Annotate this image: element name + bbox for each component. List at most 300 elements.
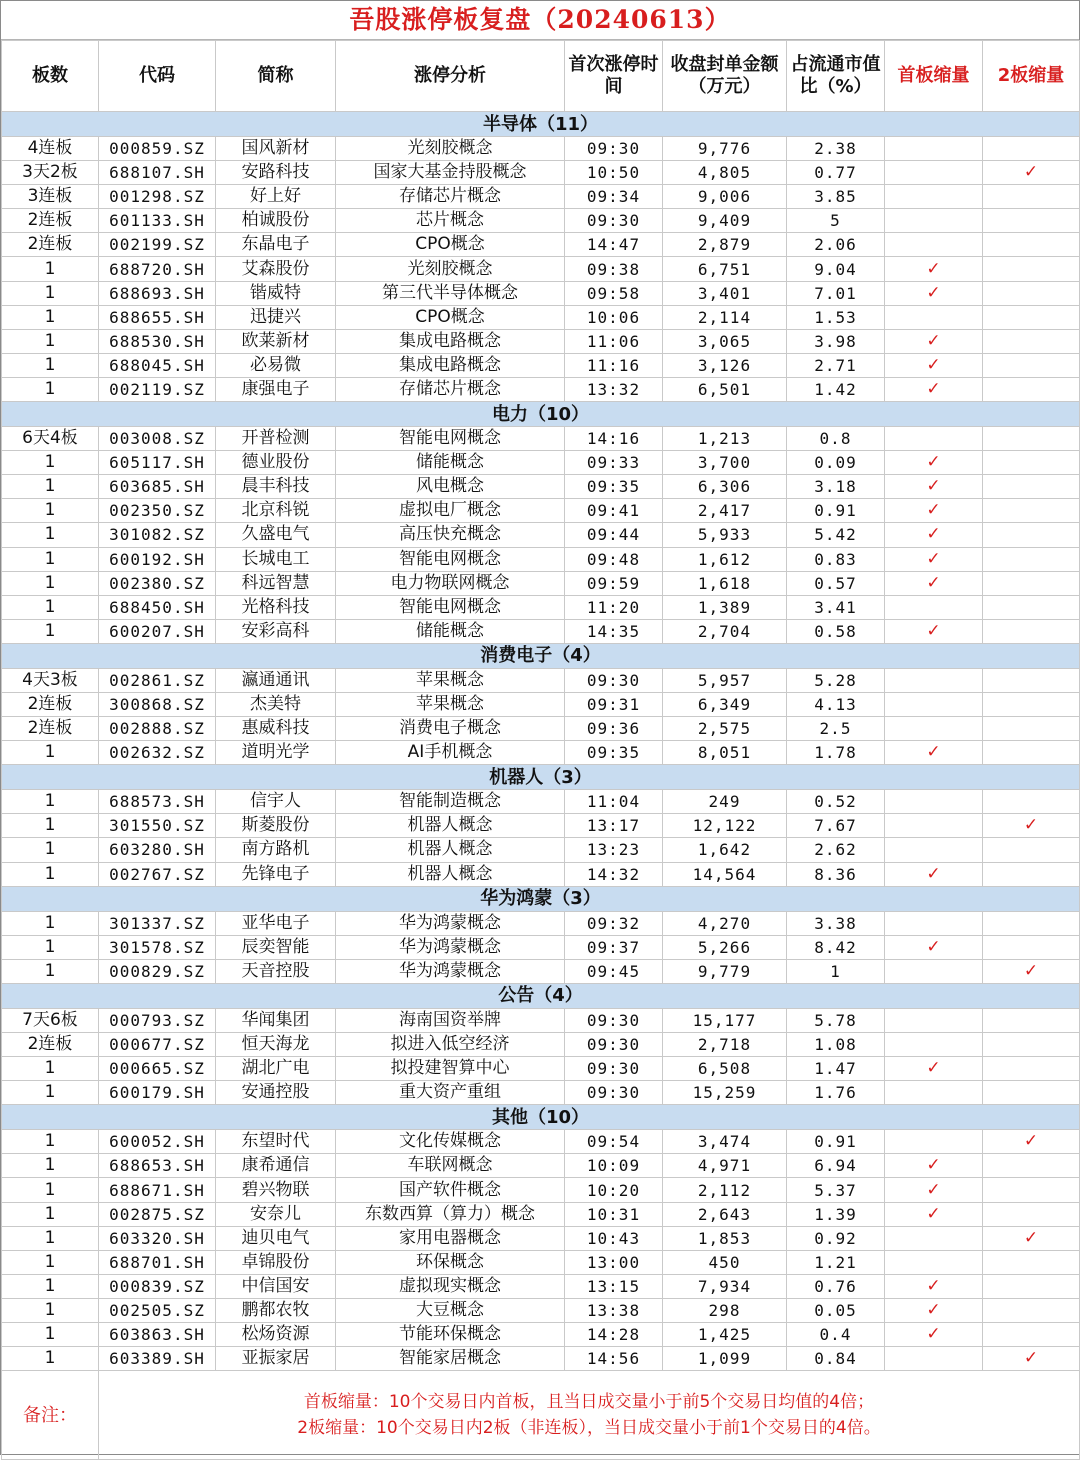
cell-analysis: 车联网概念: [336, 1154, 565, 1178]
cell-board-count: 1: [2, 523, 99, 547]
cell-short-name: 安通控股: [216, 1081, 336, 1105]
cell-first-board-shrink: ✓: [885, 499, 983, 523]
cell-code: 000793.SZ: [99, 1008, 216, 1032]
cell-analysis: 智能电网概念: [336, 547, 565, 571]
cell-float-ratio: 3.85: [787, 185, 885, 209]
cell-first-limit-time: 09:44: [565, 523, 663, 547]
cell-first-board-shrink: ✓: [885, 935, 983, 959]
cell-analysis: 海南国资举牌: [336, 1008, 565, 1032]
cell-float-ratio: 1: [787, 959, 885, 983]
cell-analysis: 第三代半导体概念: [336, 281, 565, 305]
cell-code: 002888.SZ: [99, 717, 216, 741]
sector-header-row: [2, 886, 1080, 911]
sector-name: 半导体（11）: [2, 112, 1080, 137]
cell-first-board-shrink: ✓: [885, 377, 983, 401]
header-short-name: 简称: [216, 41, 336, 112]
cell-code: 002350.SZ: [99, 499, 216, 523]
cell-first-board-shrink: [885, 137, 983, 161]
cell-first-board-shrink: [885, 668, 983, 692]
cell-board-count: 2连板: [2, 692, 99, 716]
cell-code: 000665.SZ: [99, 1057, 216, 1081]
cell-first-board-shrink: ✓: [885, 1057, 983, 1081]
cell-first-board-shrink: ✓: [885, 281, 983, 305]
cell-board-count: 7天6板: [2, 1008, 99, 1032]
cell-float-ratio: 8.42: [787, 935, 885, 959]
cell-first-limit-time: 13:38: [565, 1298, 663, 1322]
table-row: [2, 1033, 1080, 1057]
cell-code: 601133.SH: [99, 209, 216, 233]
cell-first-board-shrink: ✓: [885, 1178, 983, 1202]
cell-seal-amount: 1,642: [663, 838, 787, 862]
cell-code: 002632.SZ: [99, 741, 216, 765]
cell-float-ratio: 2.71: [787, 353, 885, 377]
cell-seal-amount: 4,270: [663, 911, 787, 935]
cell-seal-amount: 2,718: [663, 1033, 787, 1057]
cell-seal-amount: 2,114: [663, 305, 787, 329]
cell-analysis: 集成电路概念: [336, 353, 565, 377]
cell-seal-amount: 298: [663, 1298, 787, 1322]
cell-first-board-shrink: ✓: [885, 523, 983, 547]
cell-float-ratio: 5: [787, 209, 885, 233]
cell-code: 000677.SZ: [99, 1033, 216, 1057]
cell-analysis: 电力物联网概念: [336, 571, 565, 595]
cell-board-count: 2连板: [2, 209, 99, 233]
cell-code: 603389.SH: [99, 1347, 216, 1371]
cell-board-count: 2连板: [2, 233, 99, 257]
table-row: [2, 1178, 1080, 1202]
cell-code: 301082.SZ: [99, 523, 216, 547]
cell-analysis: 环保概念: [336, 1250, 565, 1274]
cell-first-limit-time: 13:00: [565, 1250, 663, 1274]
cell-short-name: 先锋电子: [216, 862, 336, 886]
cell-seal-amount: 7,934: [663, 1274, 787, 1298]
cell-seal-amount: 9,779: [663, 959, 787, 983]
cell-short-name: 光格科技: [216, 595, 336, 619]
cell-first-limit-time: 14:16: [565, 427, 663, 451]
table-row: [2, 692, 1080, 716]
cell-first-limit-time: 09:30: [565, 1033, 663, 1057]
cell-board-count: 1: [2, 1347, 99, 1371]
cell-float-ratio: 9.04: [787, 257, 885, 281]
cell-float-ratio: 0.05: [787, 1298, 885, 1322]
cell-first-board-shrink: ✓: [885, 1274, 983, 1298]
cell-short-name: 惠威科技: [216, 717, 336, 741]
cell-first-board-shrink: [885, 1008, 983, 1032]
cell-first-board-shrink: ✓: [885, 1323, 983, 1347]
cell-first-limit-time: 13:32: [565, 377, 663, 401]
cell-short-name: 开普检测: [216, 427, 336, 451]
cell-analysis: 高压快充概念: [336, 523, 565, 547]
cell-short-name: 安路科技: [216, 161, 336, 185]
table-row: [2, 257, 1080, 281]
cell-seal-amount: 4,971: [663, 1154, 787, 1178]
cell-code: 301337.SZ: [99, 911, 216, 935]
cell-second-board-shrink: [983, 1178, 1080, 1202]
cell-analysis: 虚拟现实概念: [336, 1274, 565, 1298]
table-row: [2, 475, 1080, 499]
cell-float-ratio: 1.47: [787, 1057, 885, 1081]
cell-second-board-shrink: [983, 717, 1080, 741]
cell-analysis: 国家大基金持股概念: [336, 161, 565, 185]
cell-second-board-shrink: ✓: [983, 1130, 1080, 1154]
cell-first-board-shrink: [885, 838, 983, 862]
cell-seal-amount: 6,349: [663, 692, 787, 716]
cell-seal-amount: 1,853: [663, 1226, 787, 1250]
cell-code: 688720.SH: [99, 257, 216, 281]
cell-board-count: 1: [2, 329, 99, 353]
cell-analysis: 智能制造概念: [336, 790, 565, 814]
cell-first-board-shrink: [885, 790, 983, 814]
table-row: [2, 1202, 1080, 1226]
cell-float-ratio: 0.4: [787, 1323, 885, 1347]
cell-short-name: 亚华电子: [216, 911, 336, 935]
table-row: [2, 451, 1080, 475]
table-row: [2, 911, 1080, 935]
cell-board-count: 1: [2, 1154, 99, 1178]
cell-code: 600192.SH: [99, 547, 216, 571]
cell-first-board-shrink: ✓: [885, 571, 983, 595]
cell-code: 603685.SH: [99, 475, 216, 499]
cell-seal-amount: 6,508: [663, 1057, 787, 1081]
cell-second-board-shrink: [983, 499, 1080, 523]
cell-code: 002199.SZ: [99, 233, 216, 257]
cell-analysis: 光刻胶概念: [336, 137, 565, 161]
cell-float-ratio: 0.09: [787, 451, 885, 475]
cell-short-name: 迪贝电气: [216, 1226, 336, 1250]
cell-float-ratio: 6.94: [787, 1154, 885, 1178]
table-row: [2, 185, 1080, 209]
cell-seal-amount: 15,177: [663, 1008, 787, 1032]
cell-board-count: 1: [2, 862, 99, 886]
cell-short-name: 卓锦股份: [216, 1250, 336, 1274]
cell-first-limit-time: 14:35: [565, 619, 663, 643]
cell-second-board-shrink: [983, 935, 1080, 959]
remark-row: [2, 1371, 1080, 1460]
limit-up-table: [1, 40, 1080, 1460]
table-row: [2, 281, 1080, 305]
cell-short-name: 安奈儿: [216, 1202, 336, 1226]
cell-board-count: 1: [2, 790, 99, 814]
cell-short-name: 碧兴物联: [216, 1178, 336, 1202]
cell-first-board-shrink: ✓: [885, 451, 983, 475]
cell-second-board-shrink: [983, 692, 1080, 716]
cell-board-count: 1: [2, 305, 99, 329]
cell-first-board-shrink: [885, 209, 983, 233]
cell-float-ratio: 5.28: [787, 668, 885, 692]
cell-first-board-shrink: [885, 717, 983, 741]
cell-first-limit-time: 14:47: [565, 233, 663, 257]
cell-analysis: 存储芯片概念: [336, 377, 565, 401]
header-row: [2, 41, 1080, 112]
cell-analysis: 大豆概念: [336, 1298, 565, 1322]
cell-code: 603280.SH: [99, 838, 216, 862]
cell-float-ratio: 5.37: [787, 1178, 885, 1202]
cell-first-board-shrink: [885, 1250, 983, 1274]
cell-seal-amount: 6,751: [663, 257, 787, 281]
cell-seal-amount: 2,575: [663, 717, 787, 741]
remark-label: 备注：: [2, 1371, 99, 1460]
cell-second-board-shrink: ✓: [983, 1347, 1080, 1371]
cell-float-ratio: 2.38: [787, 137, 885, 161]
sector-name: 消费电子（4）: [2, 643, 1080, 668]
cell-analysis: 节能环保概念: [336, 1323, 565, 1347]
cell-short-name: 南方路机: [216, 838, 336, 862]
cell-second-board-shrink: [983, 329, 1080, 353]
cell-seal-amount: 1,099: [663, 1347, 787, 1371]
cell-second-board-shrink: [983, 137, 1080, 161]
cell-board-count: 1: [2, 451, 99, 475]
cell-float-ratio: 0.58: [787, 619, 885, 643]
table-row: [2, 595, 1080, 619]
cell-seal-amount: 3,065: [663, 329, 787, 353]
cell-second-board-shrink: [983, 741, 1080, 765]
cell-board-count: 1: [2, 475, 99, 499]
remark-line-2: 2板缩量：10个交易日内2板（非连板），当日成交量小于前1个交易日的4倍。: [297, 1418, 881, 1439]
cell-second-board-shrink: ✓: [983, 1226, 1080, 1250]
cell-code: 688573.SH: [99, 790, 216, 814]
cell-seal-amount: 3,700: [663, 451, 787, 475]
cell-first-limit-time: 09:30: [565, 668, 663, 692]
header-first-board-shrink: 首板缩量: [885, 41, 983, 112]
cell-board-count: 1: [2, 959, 99, 983]
header-second-board-shrink: 2板缩量: [983, 41, 1080, 112]
cell-code: 603863.SH: [99, 1323, 216, 1347]
cell-board-count: 1: [2, 1178, 99, 1202]
sector-header-row: [2, 1105, 1080, 1130]
table-row: [2, 741, 1080, 765]
cell-board-count: 1: [2, 838, 99, 862]
cell-short-name: 久盛电气: [216, 523, 336, 547]
cell-second-board-shrink: [983, 1323, 1080, 1347]
cell-float-ratio: 1.76: [787, 1081, 885, 1105]
cell-float-ratio: 3.98: [787, 329, 885, 353]
cell-code: 002767.SZ: [99, 862, 216, 886]
cell-second-board-shrink: [983, 1250, 1080, 1274]
cell-analysis: 拟进入低空经济: [336, 1033, 565, 1057]
cell-code: 688693.SH: [99, 281, 216, 305]
cell-first-limit-time: 09:41: [565, 499, 663, 523]
table-row: [2, 137, 1080, 161]
cell-first-board-shrink: ✓: [885, 1154, 983, 1178]
table-row: [2, 1226, 1080, 1250]
cell-board-count: 1: [2, 1298, 99, 1322]
cell-second-board-shrink: [983, 911, 1080, 935]
cell-code: 688671.SH: [99, 1178, 216, 1202]
cell-short-name: 信宇人: [216, 790, 336, 814]
cell-first-limit-time: 11:06: [565, 329, 663, 353]
cell-code: 688701.SH: [99, 1250, 216, 1274]
table-row: [2, 377, 1080, 401]
table-row: [2, 1323, 1080, 1347]
cell-short-name: 迅捷兴: [216, 305, 336, 329]
cell-seal-amount: 2,112: [663, 1178, 787, 1202]
cell-first-limit-time: 14:28: [565, 1323, 663, 1347]
cell-second-board-shrink: [983, 838, 1080, 862]
cell-float-ratio: 1.21: [787, 1250, 885, 1274]
cell-seal-amount: 5,933: [663, 523, 787, 547]
cell-analysis: 储能概念: [336, 451, 565, 475]
cell-code: 688653.SH: [99, 1154, 216, 1178]
cell-first-board-shrink: ✓: [885, 862, 983, 886]
cell-board-count: 1: [2, 595, 99, 619]
cell-first-board-shrink: [885, 814, 983, 838]
table-row: [2, 959, 1080, 983]
cell-analysis: 文化传媒概念: [336, 1130, 565, 1154]
cell-first-limit-time: 09:35: [565, 741, 663, 765]
cell-second-board-shrink: [983, 547, 1080, 571]
cell-first-limit-time: 11:20: [565, 595, 663, 619]
header-float-ratio: 占流通市值比（%）: [787, 41, 885, 112]
cell-seal-amount: 12,122: [663, 814, 787, 838]
cell-first-limit-time: 09:30: [565, 1057, 663, 1081]
cell-first-board-shrink: [885, 959, 983, 983]
cell-second-board-shrink: [983, 1033, 1080, 1057]
cell-first-board-shrink: ✓: [885, 257, 983, 281]
cell-seal-amount: 1,213: [663, 427, 787, 451]
table-row: [2, 1298, 1080, 1322]
table-row: [2, 935, 1080, 959]
cell-code: 002380.SZ: [99, 571, 216, 595]
cell-short-name: 东晶电子: [216, 233, 336, 257]
cell-code: 000839.SZ: [99, 1274, 216, 1298]
cell-board-count: 1: [2, 619, 99, 643]
cell-first-limit-time: 13:15: [565, 1274, 663, 1298]
cell-seal-amount: 3,126: [663, 353, 787, 377]
cell-board-count: 1: [2, 353, 99, 377]
cell-analysis: 智能电网概念: [336, 427, 565, 451]
table-row: [2, 1008, 1080, 1032]
cell-board-count: 1: [2, 1202, 99, 1226]
cell-seal-amount: 1,389: [663, 595, 787, 619]
cell-analysis: 虚拟电厂概念: [336, 499, 565, 523]
cell-board-count: 3连板: [2, 185, 99, 209]
cell-seal-amount: 1,612: [663, 547, 787, 571]
table-row: [2, 619, 1080, 643]
cell-code: 000859.SZ: [99, 137, 216, 161]
cell-float-ratio: 1.42: [787, 377, 885, 401]
cell-first-limit-time: 09:36: [565, 717, 663, 741]
cell-first-limit-time: 09:38: [565, 257, 663, 281]
cell-board-count: 1: [2, 1081, 99, 1105]
cell-board-count: 1: [2, 547, 99, 571]
table-row: [2, 814, 1080, 838]
cell-first-limit-time: 09:35: [565, 475, 663, 499]
cell-first-limit-time: 09:34: [565, 185, 663, 209]
cell-float-ratio: 3.41: [787, 595, 885, 619]
cell-board-count: 6天4板: [2, 427, 99, 451]
cell-board-count: 1: [2, 814, 99, 838]
cell-first-limit-time: 10:50: [565, 161, 663, 185]
cell-float-ratio: 2.06: [787, 233, 885, 257]
cell-first-board-shrink: ✓: [885, 329, 983, 353]
sector-name: 机器人（3）: [2, 765, 1080, 790]
cell-seal-amount: 2,704: [663, 619, 787, 643]
cell-first-board-shrink: ✓: [885, 475, 983, 499]
cell-second-board-shrink: [983, 233, 1080, 257]
table-row: [2, 1250, 1080, 1274]
cell-second-board-shrink: [983, 281, 1080, 305]
table-row: [2, 1130, 1080, 1154]
cell-short-name: 柏诚股份: [216, 209, 336, 233]
cell-first-limit-time: 10:31: [565, 1202, 663, 1226]
table-row: [2, 161, 1080, 185]
cell-first-limit-time: 09:54: [565, 1130, 663, 1154]
cell-float-ratio: 1.39: [787, 1202, 885, 1226]
cell-board-count: 1: [2, 571, 99, 595]
cell-short-name: 华闻集团: [216, 1008, 336, 1032]
cell-analysis: 机器人概念: [336, 814, 565, 838]
cell-first-limit-time: 14:56: [565, 1347, 663, 1371]
table-row: [2, 717, 1080, 741]
cell-first-limit-time: 09:37: [565, 935, 663, 959]
cell-float-ratio: 0.77: [787, 161, 885, 185]
table-row: [2, 305, 1080, 329]
cell-analysis: 智能家居概念: [336, 1347, 565, 1371]
cell-analysis: 芯片概念: [336, 209, 565, 233]
cell-short-name: 亚振家居: [216, 1347, 336, 1371]
cell-short-name: 锴威特: [216, 281, 336, 305]
cell-code: 300868.SZ: [99, 692, 216, 716]
table-row: [2, 427, 1080, 451]
cell-float-ratio: 7.67: [787, 814, 885, 838]
table-row: [2, 233, 1080, 257]
table-row: [2, 523, 1080, 547]
table-row: [2, 838, 1080, 862]
cell-code: 600207.SH: [99, 619, 216, 643]
cell-first-board-shrink: [885, 1081, 983, 1105]
cell-short-name: 科远智慧: [216, 571, 336, 595]
cell-first-board-shrink: ✓: [885, 1298, 983, 1322]
table-row: [2, 353, 1080, 377]
cell-code: 000829.SZ: [99, 959, 216, 983]
cell-first-limit-time: 11:16: [565, 353, 663, 377]
cell-first-limit-time: 09:31: [565, 692, 663, 716]
cell-first-board-shrink: ✓: [885, 353, 983, 377]
cell-second-board-shrink: [983, 1081, 1080, 1105]
cell-first-limit-time: 09:32: [565, 911, 663, 935]
cell-second-board-shrink: [983, 427, 1080, 451]
cell-first-limit-time: 13:23: [565, 838, 663, 862]
cell-float-ratio: 2.62: [787, 838, 885, 862]
cell-board-count: 1: [2, 911, 99, 935]
cell-board-count: 1: [2, 1130, 99, 1154]
cell-second-board-shrink: [983, 257, 1080, 281]
cell-float-ratio: 0.84: [787, 1347, 885, 1371]
cell-code: 002119.SZ: [99, 377, 216, 401]
cell-float-ratio: 0.91: [787, 1130, 885, 1154]
cell-float-ratio: 8.36: [787, 862, 885, 886]
cell-float-ratio: 0.52: [787, 790, 885, 814]
cell-second-board-shrink: [983, 790, 1080, 814]
cell-first-board-shrink: [885, 692, 983, 716]
cell-seal-amount: 3,474: [663, 1130, 787, 1154]
cell-analysis: 华为鸿蒙概念: [336, 911, 565, 935]
sector-name: 华为鸿蒙（3）: [2, 886, 1080, 911]
cell-code: 301550.SZ: [99, 814, 216, 838]
cell-board-count: 1: [2, 499, 99, 523]
table-row: [2, 862, 1080, 886]
cell-second-board-shrink: [983, 377, 1080, 401]
cell-seal-amount: 2,417: [663, 499, 787, 523]
cell-code: 688450.SH: [99, 595, 216, 619]
sector-header-row: [2, 112, 1080, 137]
cell-first-limit-time: 10:09: [565, 1154, 663, 1178]
cell-first-board-shrink: [885, 161, 983, 185]
cell-seal-amount: 9,006: [663, 185, 787, 209]
cell-short-name: 鹏都农牧: [216, 1298, 336, 1322]
sector-name: 公告（4）: [2, 983, 1080, 1008]
cell-second-board-shrink: ✓: [983, 161, 1080, 185]
